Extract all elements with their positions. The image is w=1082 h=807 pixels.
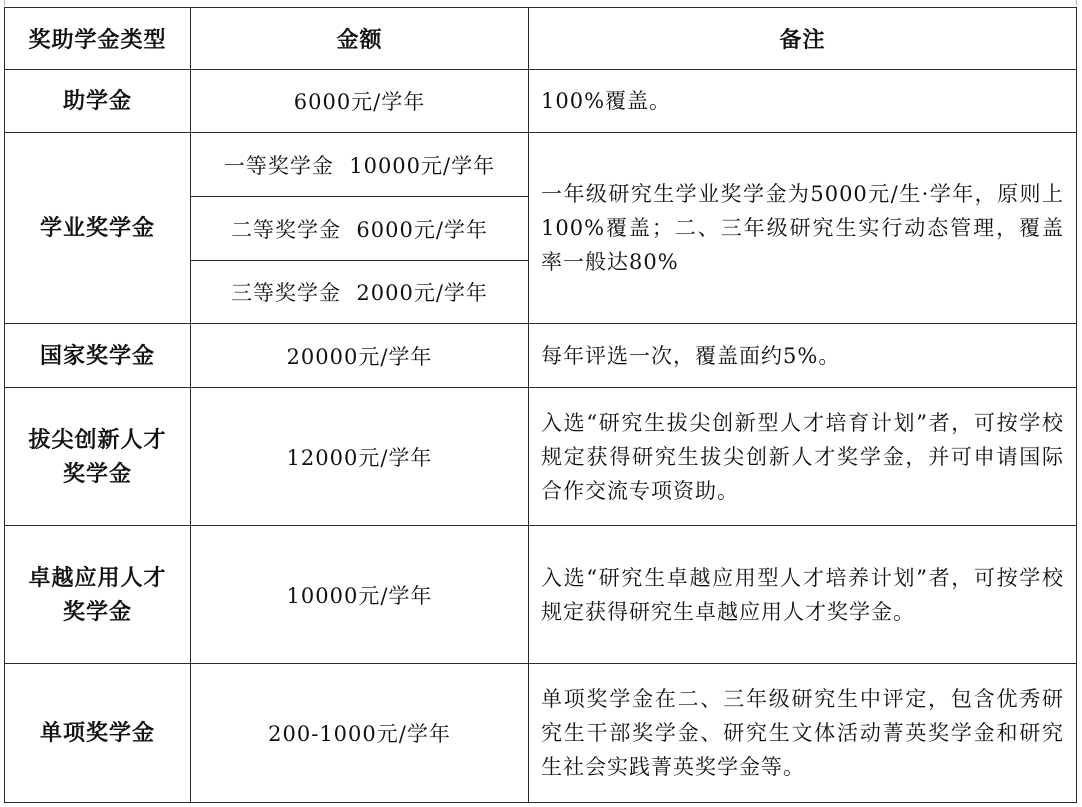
- amount-cell: 10000元/学年: [191, 526, 529, 664]
- note-cell: 入选“研究生拔尖创新型人才培育计划”者，可按学校规定获得研究生拔尖创新人才奖学金，并可申请国际合作交流专项资助。: [529, 388, 1077, 526]
- amount-cell: 三等奖学金 2000元/学年: [191, 261, 529, 324]
- amount-cell: 12000元/学年: [191, 388, 529, 526]
- table-row: [5, 664, 1077, 803]
- type-label: 拔尖创新人才: [28, 426, 167, 453]
- type-cell: [5, 388, 191, 526]
- table-row: [5, 526, 1077, 664]
- corner-mark: [1076, 0, 1077, 5]
- type-label: 助学金: [62, 88, 132, 114]
- type-cell: [5, 664, 191, 803]
- header-note: 备注: [529, 8, 1077, 70]
- header-row: [5, 8, 1077, 70]
- type-cell: [5, 70, 191, 133]
- table-row: [5, 133, 1077, 197]
- table-row: [5, 324, 1077, 388]
- header-type: 奖助学金类型: [5, 8, 191, 70]
- scholarship-table: [4, 7, 1077, 803]
- note-cell: 单项奖学金在二、三年级研究生中评定，包含优秀研究生干部奖学金、研究生文体活动菁英奖学金和研究生社会实践菁英奖学金等。: [529, 664, 1077, 803]
- type-label: 单项奖学金: [39, 720, 155, 746]
- header-amount: 金额: [191, 8, 529, 70]
- amount-cell: 二等奖学金 6000元/学年: [191, 197, 529, 261]
- type-cell: [5, 133, 191, 324]
- note-cell: 一年级研究生学业奖学金为5000元/生·学年，原则上100%覆盖；二、三年级研究生实行动态管理，覆盖率一般达80%: [529, 133, 1077, 324]
- type-label: 卓越应用人才: [28, 564, 167, 591]
- type-cell: [5, 324, 191, 388]
- note-cell: 入选“研究生卓越应用型人才培养计划”者，可按学校规定获得研究生卓越应用人才奖学金。: [529, 526, 1077, 664]
- amount-cell: 20000元/学年: [191, 324, 529, 388]
- amount-cell: 6000元/学年: [191, 70, 529, 133]
- amount-cell: 一等奖学金 10000元/学年: [191, 133, 529, 197]
- table-row: [5, 388, 1077, 526]
- type-label: 奖学金: [62, 598, 132, 625]
- note-cell: 100%覆盖。: [529, 70, 1077, 133]
- type-cell: [5, 526, 191, 664]
- amount-cell: 200-1000元/学年: [191, 664, 529, 803]
- page-top-edge: [0, 0, 1082, 6]
- type-label: 国家奖学金: [39, 342, 155, 369]
- table-row: [5, 70, 1077, 133]
- note-cell: 每年评选一次，覆盖面约5%。: [529, 324, 1077, 388]
- type-label: 奖学金: [62, 460, 132, 487]
- corner-mark: [4, 0, 5, 5]
- type-label: 学业奖学金: [39, 215, 155, 241]
